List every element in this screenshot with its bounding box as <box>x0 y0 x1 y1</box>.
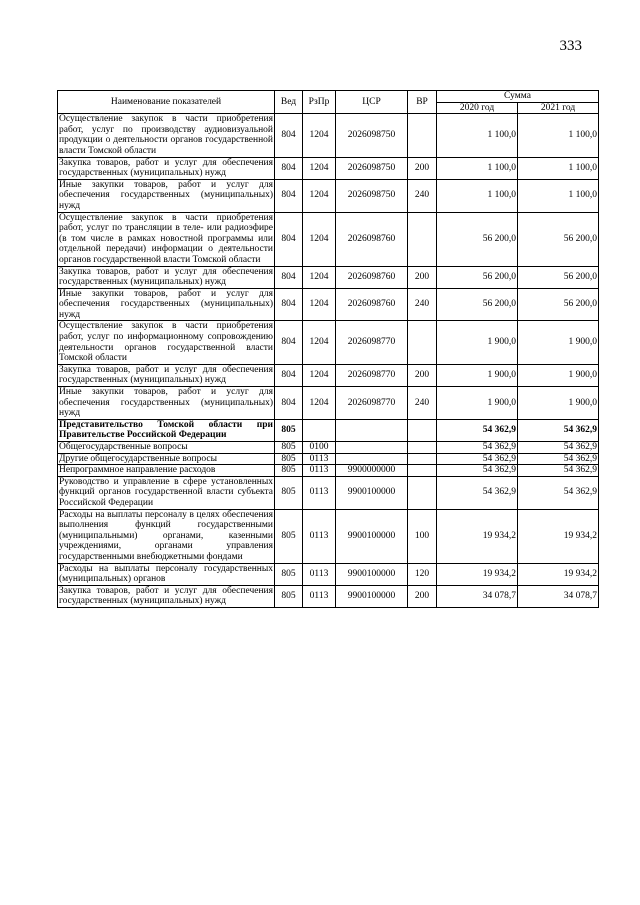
cell-sum-2021: 1 900,0 <box>518 321 599 364</box>
cell-rzpr: 1204 <box>303 364 336 386</box>
cell-sum-2020: 34 078,7 <box>437 585 518 607</box>
cell-csr: 2026098770 <box>336 364 408 386</box>
cell-name: Расходы на выплаты персоналу государственных (муниципальных) органов <box>59 563 273 585</box>
cell-name: Закупка товаров, работ и услуг для обеспечения государственных (муниципальных) нужд <box>59 585 273 607</box>
table-body <box>58 114 599 608</box>
table-header <box>58 91 599 114</box>
cell-name: Другие общегосударственные вопросы <box>58 453 275 465</box>
cell-csr: 9900100000 <box>336 563 408 585</box>
cell-sum-2020: 1 900,0 <box>437 387 518 420</box>
cell-csr: 9900100000 <box>336 585 408 607</box>
cell-rzpr: 1204 <box>303 212 336 266</box>
cell-vr: 200 <box>408 364 437 386</box>
cell-vr: 240 <box>408 179 437 212</box>
header-sum: Сумма <box>437 91 599 103</box>
cell-vr: 200 <box>408 266 437 288</box>
cell-ved: 805 <box>275 442 303 454</box>
cell-ved: 804 <box>275 114 303 157</box>
cell-sum-2021: 1 900,0 <box>518 364 599 386</box>
cell-sum-2021: 54 362,9 <box>518 476 599 509</box>
cell-ved: 805 <box>275 585 303 607</box>
cell-ved: 805 <box>275 563 303 585</box>
cell-name: Иные закупки товаров, работ и услуг для обеспечения государственных (муниципальных) нужд <box>59 288 273 320</box>
cell-vr: 200 <box>408 585 437 607</box>
cell-sum-2021: 19 934,2 <box>518 509 599 563</box>
table-row <box>58 563 599 585</box>
cell-sum-2020: 56 200,0 <box>437 266 518 288</box>
cell-sum-2020: 54 362,9 <box>437 419 518 441</box>
cell-vr <box>408 465 437 477</box>
table-row <box>58 179 599 212</box>
cell-sum-2021: 19 934,2 <box>518 563 599 585</box>
table-row <box>58 212 599 266</box>
cell-ved: 804 <box>275 387 303 420</box>
cell-rzpr: 1204 <box>303 157 336 179</box>
header-rzpr: РзПр <box>303 91 336 114</box>
cell-csr: 2026098750 <box>336 114 408 157</box>
cell-name: Расходы на выплаты персоналу в целях обеспечения выполнения функций государственными (муниципальными) органами, казенными учреждениями, органами управления государственными внебюджетными фондами <box>59 509 273 562</box>
cell-sum-2020: 1 900,0 <box>437 364 518 386</box>
header-year-2020: 2020 год <box>437 102 518 114</box>
cell-sum-2020: 56 200,0 <box>437 212 518 266</box>
cell-csr: 2026098760 <box>336 288 408 321</box>
cell-name: Руководство и управление в сфере установленных функций органов государственной власти субъекта Российской Федерации <box>59 476 273 508</box>
cell-sum-2021: 1 900,0 <box>518 387 599 420</box>
table-row <box>58 442 599 454</box>
cell-sum-2020: 56 200,0 <box>437 288 518 321</box>
cell-rzpr: 1204 <box>303 387 336 420</box>
cell-ved: 804 <box>275 321 303 364</box>
cell-sum-2021: 54 362,9 <box>518 442 599 454</box>
cell-sum-2020: 1 100,0 <box>437 179 518 212</box>
cell-csr <box>336 453 408 465</box>
cell-ved: 804 <box>275 266 303 288</box>
cell-sum-2020: 54 362,9 <box>437 442 518 454</box>
cell-ved: 805 <box>275 453 303 465</box>
cell-vr: 120 <box>408 563 437 585</box>
cell-ved: 804 <box>275 288 303 321</box>
cell-name: Иные закупки товаров, работ и услуг для обеспечения государственных (муниципальных) нужд <box>59 179 273 211</box>
cell-vr: 200 <box>408 157 437 179</box>
table-row <box>58 476 599 509</box>
cell-vr <box>408 476 437 509</box>
cell-rzpr: 1204 <box>303 114 336 157</box>
cell-csr: 2026098770 <box>336 387 408 420</box>
table-row <box>58 364 599 386</box>
cell-csr: 2026098750 <box>336 157 408 179</box>
table-row <box>58 288 599 321</box>
cell-ved: 805 <box>275 509 303 563</box>
cell-name: Непрограммное направление расходов <box>58 465 275 477</box>
cell-csr <box>336 442 408 454</box>
cell-rzpr: 1204 <box>303 288 336 321</box>
cell-name: Закупка товаров, работ и услуг для обеспечения государственных (муниципальных) нужд <box>59 266 273 288</box>
cell-vr <box>408 321 437 364</box>
cell-name: Иные закупки товаров, работ и услуг для обеспечения государственных (муниципальных) нужд <box>59 387 273 419</box>
cell-name: Закупка товаров, работ и услуг для обеспечения государственных (муниципальных) нужд <box>59 157 273 179</box>
cell-ved: 805 <box>275 465 303 477</box>
cell-name: Осуществление закупок в части приобретения работ, услуг по производству аудиовизуальной продукции о деятельности органов государственной власти Томской области <box>59 114 273 156</box>
cell-rzpr: 0113 <box>303 563 336 585</box>
cell-sum-2021: 56 200,0 <box>518 266 599 288</box>
cell-sum-2020: 1 100,0 <box>437 114 518 157</box>
cell-sum-2020: 1 100,0 <box>437 157 518 179</box>
cell-sum-2020: 54 362,9 <box>437 453 518 465</box>
cell-csr: 2026098760 <box>336 212 408 266</box>
cell-vr <box>408 453 437 465</box>
cell-vr <box>408 212 437 266</box>
cell-ved: 804 <box>275 157 303 179</box>
cell-rzpr: 1204 <box>303 266 336 288</box>
cell-sum-2020: 54 362,9 <box>437 465 518 477</box>
cell-csr: 2026098760 <box>336 266 408 288</box>
table-row <box>58 266 599 288</box>
cell-csr: 2026098770 <box>336 321 408 364</box>
cell-sum-2020: 19 934,2 <box>437 563 518 585</box>
cell-sum-2021: 1 100,0 <box>518 157 599 179</box>
cell-rzpr: 0100 <box>303 442 336 454</box>
header-name: Наименование показателей <box>58 91 275 114</box>
cell-rzpr: 0113 <box>303 476 336 509</box>
page-number: 333 <box>559 38 582 54</box>
cell-rzpr <box>303 419 336 441</box>
table-row <box>58 321 599 364</box>
cell-vr: 240 <box>408 387 437 420</box>
cell-csr: 2026098750 <box>336 179 408 212</box>
cell-csr: 9900100000 <box>336 476 408 509</box>
cell-sum-2021: 1 100,0 <box>518 114 599 157</box>
cell-rzpr: 0113 <box>303 509 336 563</box>
header-ved: Вед <box>275 91 303 114</box>
cell-ved: 804 <box>275 212 303 266</box>
table-row <box>58 387 599 420</box>
header-year-2021: 2021 год <box>518 102 599 114</box>
header-vr: ВР <box>408 91 437 114</box>
cell-vr <box>408 419 437 441</box>
cell-ved: 805 <box>275 419 303 441</box>
cell-csr: 9900100000 <box>336 509 408 563</box>
cell-sum-2021: 54 362,9 <box>518 453 599 465</box>
cell-vr <box>408 442 437 454</box>
cell-sum-2020: 19 934,2 <box>437 509 518 563</box>
cell-vr: 240 <box>408 288 437 321</box>
cell-csr: 9900000000 <box>336 465 408 477</box>
cell-rzpr: 1204 <box>303 321 336 364</box>
table-row <box>58 585 599 607</box>
cell-sum-2021: 56 200,0 <box>518 288 599 321</box>
table-row <box>58 157 599 179</box>
cell-vr <box>408 114 437 157</box>
cell-rzpr: 0113 <box>303 465 336 477</box>
cell-name: Представительство Томской области при Правительстве Российской Федерации <box>59 419 273 441</box>
table-row <box>58 453 599 465</box>
header-csr: ЦСР <box>336 91 408 114</box>
cell-csr <box>336 419 408 441</box>
table-row <box>58 419 599 441</box>
cell-sum-2020: 1 900,0 <box>437 321 518 364</box>
cell-sum-2021: 54 362,9 <box>518 465 599 477</box>
budget-table <box>57 90 599 608</box>
cell-name: Осуществление закупок в части приобретения работ, услуг по трансляции в теле- или радиоэфире (в том числе в рамках новостной программы или отдельной передачи) информации о деятельности органов государственной власти Томской области <box>59 212 273 265</box>
table-row <box>58 465 599 477</box>
cell-ved: 804 <box>275 179 303 212</box>
cell-ved: 804 <box>275 364 303 386</box>
cell-sum-2020: 54 362,9 <box>437 476 518 509</box>
cell-ved: 805 <box>275 476 303 509</box>
cell-name: Закупка товаров, работ и услуг для обеспечения государственных (муниципальных) нужд <box>59 364 273 386</box>
cell-sum-2021: 54 362,9 <box>518 419 599 441</box>
cell-rzpr: 0113 <box>303 585 336 607</box>
cell-rzpr: 1204 <box>303 179 336 212</box>
cell-sum-2021: 1 100,0 <box>518 179 599 212</box>
cell-sum-2021: 56 200,0 <box>518 212 599 266</box>
cell-sum-2021: 34 078,7 <box>518 585 599 607</box>
table-row <box>58 114 599 157</box>
cell-vr: 100 <box>408 509 437 563</box>
table-row <box>58 509 599 563</box>
cell-rzpr: 0113 <box>303 453 336 465</box>
cell-name: Общегосударственные вопросы <box>58 442 275 454</box>
cell-name: Осуществление закупок в части приобретения работ, услуг по информационному сопровождению деятельности органов государственной власти Томской области <box>59 321 273 364</box>
